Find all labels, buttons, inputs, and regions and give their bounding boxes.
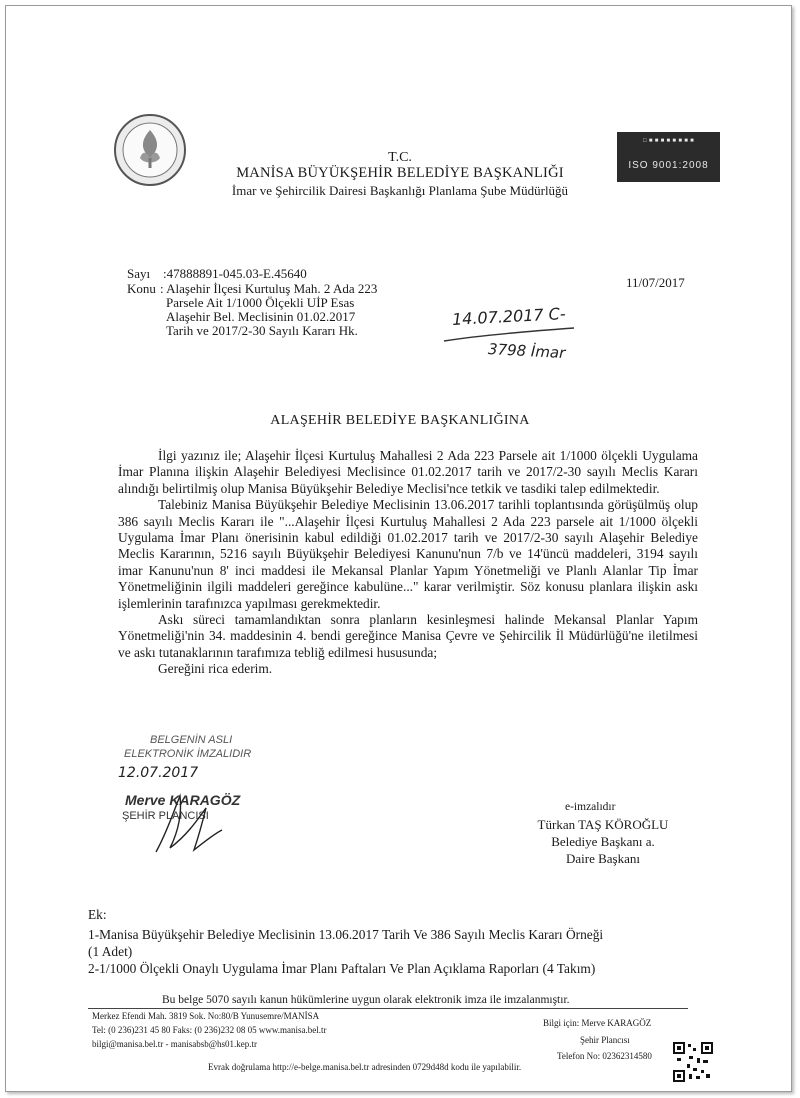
signer-title-2: Daire Başkanı: [565, 851, 640, 866]
e-signature-note: e-imzalıdır: [565, 801, 616, 813]
konu-line-3: Alaşehir Bel. Meclisinin 01.02.2017: [166, 309, 356, 324]
footer-phone: Tel: (0 236)231 45 80 Faks: (0 236)232 08 05 www.manisa.bel.tr: [92, 1025, 327, 1035]
attachment-item-1-count: (1 Adet): [88, 944, 133, 959]
attachments-label: Ek:: [88, 907, 107, 922]
footer-info-phone: Telefon No: 02362314580: [557, 1051, 652, 1061]
handwritten-date: 14.07.2017 C-: [451, 304, 567, 329]
footer-info-title: Şehir Plancısı: [580, 1035, 630, 1045]
header-department: İmar ve Şehircilik Dairesi Başkanlığı Planlama Şube Müdürlüğü: [231, 183, 569, 198]
footer-divider: [88, 1008, 688, 1009]
body-paragraph-4: Gereğini rica ederim.: [158, 661, 273, 677]
header-tc: T.C.: [388, 150, 412, 165]
stamp-line-1: BELGENİN ASLI: [150, 734, 233, 746]
konu-line-4: Tarih ve 2017/2-30 Sayılı Kararı Hk.: [166, 323, 358, 338]
body-paragraph-1: İlgi yazınız ile; Alaşehir İlçesi Kurtuluş Mahallesi 2 Ada 223 Parsele ait 1/1000 ölçekli Uygulama İmar Planına ilişkin Alaşehir Belediyesi Meclisince 01.02.2017 tarih ve 2017/2-30 sayılı Meclis Kararı alındığı belirtilmiş olup Manisa Büyükşehir Belediye Meclisi'nce tetkik ve tasdiki talep edilmektedir.: [118, 448, 698, 496]
footer-address: Merkez Efendi Mah. 3819 Sok. No:80/B Yunusemre/MANİSA: [92, 1011, 320, 1021]
handwritten-signature-icon: [148, 790, 228, 860]
iso-badge-text: ISO 9001:2008: [628, 160, 709, 171]
e-signature-legal-notice: Bu belge 5070 sayılı kanun hükümlerine uygun olarak elektronik imza ile imzalanmıştır.: [162, 994, 570, 1006]
attachment-item-2: 2-1/1000 Ölçekli Onaylı Uygulama İmar Planı Paftaları Ve Plan Açıklama Raporları (4 Takım): [88, 961, 596, 976]
body-paragraph-2: Talebiniz Manisa Büyükşehir Belediye Meclisinin 13.06.2017 tarihli toplantısında görüşülmüş olup 386 sayılı Meclis Kararı ile "...Alaşehir İlçesi Kurtuluş Mahallesi 2 Ada 223 parsele ait 1/1000 ölçekli Uygulama İmar Planı önerisinin kabul edildiği 01.02.2017 tarih ve 2017/2-30 sayılı Alaşehir Belediye Meclis Kararının, 5216 sayılı Büyükşehir Belediyesi Kanunu'nun 7/b ve 14'üncü maddeleri, 3194 sayılı imar Kanunu'nun 8' inci maddesi ile Mekansal Planlar Yapım Yönetmeliği ve Planlı Alanlar Tip İmar Yönetmeliğinin ilgili maddeleri gereğince kabulüne..." karar verilmiştir. Söz konusu planlara ilişkin askı işlemlerinin tarafınızca yapılması gerekmektedir.: [118, 497, 698, 611]
attachments: [88, 906, 603, 977]
footer-verification: Evrak doğrulama http://e-belge.manisa.bel.tr adresinden 0729d48d kodu ile yapılabilir.: [208, 1062, 522, 1072]
attachment-item-1: 1-Manisa Büyükşehir Belediye Meclisinin 13.06.2017 Tarih Ve 386 Sayılı Meclis Kararı Örneği: [88, 927, 604, 942]
stamp-line-2: ELEKTRONİK İMZALIDIR: [124, 748, 252, 760]
footer-info-contact: Bilgi için: Merve KARAGÖZ: [543, 1018, 652, 1028]
recipient-heading: ALAŞEHİR BELEDİYE BAŞKANLIĞINA: [270, 413, 530, 428]
sayi-value: :47888891-045.03-E.45640: [163, 266, 307, 281]
stamp-name: Merve KARAGÖZ: [125, 792, 241, 808]
konu-label: Konu: [127, 281, 156, 296]
body-paragraph-3: Askı süreci tamamlandıktan sonra planların kesinleşmesi halinde Mekansal Planlar Yapım Yönetmeliği'nin 34. maddesinin 4. bendi gereğince Manisa Çevre ve Şehircilik İl Müdürlüğü'ne iletilmesi ve askı tutanaklarının tarafımıza tebliğ edilmesi hususunda;: [118, 612, 698, 660]
header-institution: MANİSA BÜYÜKŞEHİR BELEDİYE BAŞKANLIĞI: [236, 165, 564, 181]
stamp-title: ŞEHİR PLANCISI: [122, 810, 209, 822]
stamp-date: 12.07.2017: [118, 765, 199, 781]
document-date: 11/07/2017: [626, 275, 685, 290]
handwritten-number: 3798 İmar: [487, 339, 566, 363]
konu-line-2: Parsele Ait 1/1000 Ölçekli UİP Esas: [166, 295, 355, 310]
konu-line-1: : Alaşehir İlçesi Kurtuluş Mah. 2 Ada 223: [160, 281, 378, 296]
sayi-label: Sayı: [127, 266, 151, 281]
footer-email: bilgi@manisa.bel.tr - manisabsb@hs01.kep.tr: [92, 1039, 258, 1049]
iso-badge-caption: □ ■ ■ ■ ■ ■ ■ ■ ■: [642, 138, 695, 144]
qr-code-icon: [673, 1042, 713, 1082]
signer-name: Türkan TAŞ KÖROĞLU: [537, 817, 669, 832]
letter-body: [118, 448, 698, 678]
signer-title-1: Belediye Başkanı a.: [551, 834, 655, 849]
